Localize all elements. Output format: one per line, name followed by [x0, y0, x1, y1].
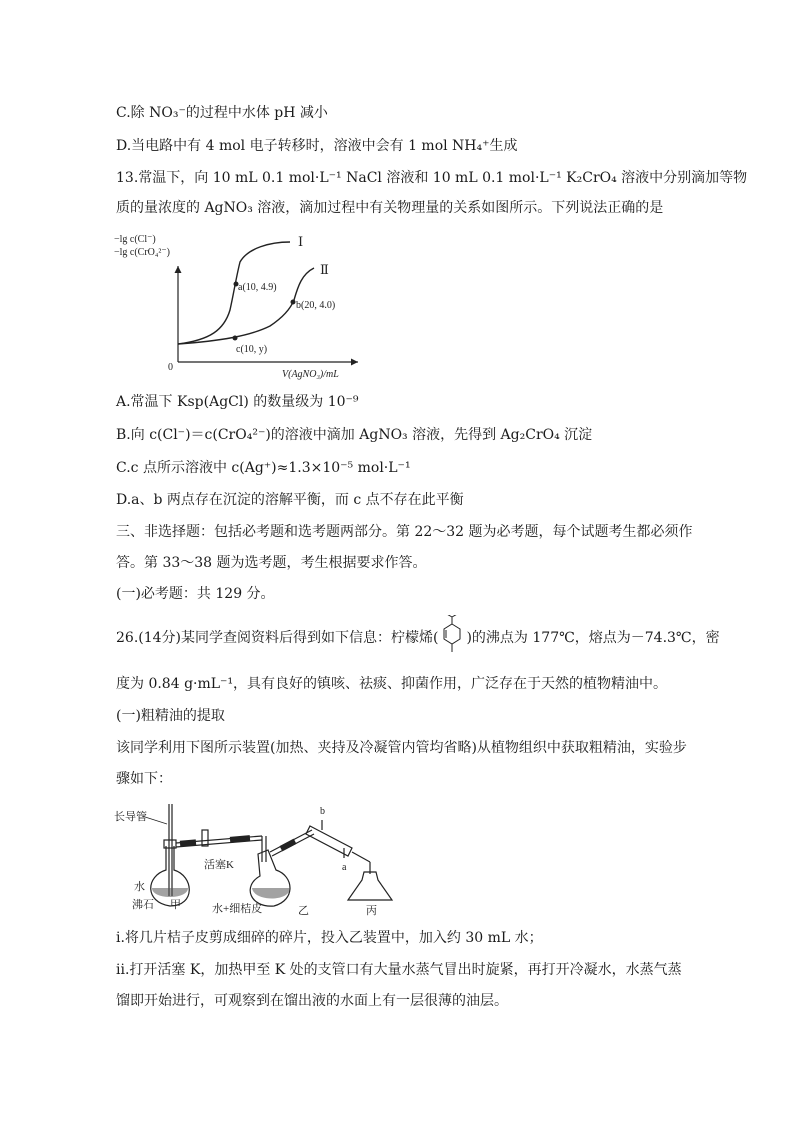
origin-label: 0: [168, 362, 173, 373]
q26-step1: i.将几片桔子皮剪成细碎的碎片，投入乙装置中，加入约 30 mL 水；: [116, 930, 543, 946]
label-port-b: b: [320, 806, 325, 817]
point-a-label: a(10, 4.9): [238, 282, 277, 293]
label-long-tube: 长导管: [114, 811, 147, 823]
q12-option-c: C.除 NO₃⁻的过程中水体 pH 减小: [116, 105, 328, 121]
curve-II: [178, 268, 314, 344]
q13-stem-line2: 质的量浓度的 AgNO₃ 溶液，滴加过程中有关物理量的关系如图所示。下列说法正确的是: [116, 200, 664, 216]
label-flask-yi: 乙: [298, 905, 309, 916]
curve-II-label: Ⅱ: [320, 262, 329, 277]
point-c-label: c(10, y): [236, 344, 268, 355]
q13-option-a: A.常温下 Ksp(AgCl) 的数量级为 10⁻⁹: [116, 394, 359, 410]
q13-option-c: C.c 点所示溶液中 c(Ag⁺)≈1.3×10⁻⁵ mol·L⁻¹: [116, 460, 411, 476]
q13-option-d: D.a、b 两点存在沉淀的溶解平衡，而 c 点不存在此平衡: [116, 492, 464, 508]
distillation-apparatus: [112, 796, 402, 916]
label-water: 水: [134, 881, 145, 893]
curve-I: [178, 242, 290, 344]
point-b-label: b(20, 4.0): [296, 300, 336, 311]
q26-desc-line1: 该同学利用下图所示装置(加热、夹持及冷凝管内管均省略)从植物组织中获取粗精油，实验步: [116, 740, 687, 756]
stopcock-K: [202, 830, 208, 846]
flask-bing: [348, 872, 392, 900]
label-flask-bing: 丙: [366, 905, 377, 916]
q13-stem-line1: 13.常温下，向 10 mL 0.1 mol·L⁻¹ NaCl 溶液和 10 mL 0.1 mol·L⁻¹ K₂CrO₄ 溶液中分别滴加等物: [116, 170, 748, 186]
q26-sub1-title: (一)粗精油的提取: [116, 708, 225, 724]
q26-desc-line2: 骤如下：: [116, 771, 172, 787]
x-axis-label: V(AgNO₃)/mL: [282, 369, 339, 380]
label-boiling-stone: 沸石: [132, 899, 154, 911]
solubility-chart: [110, 228, 370, 380]
label-stopcock: 活塞K: [204, 859, 234, 871]
q26-step2-line2: 馏即开始进行，可观察到在馏出液的水面上有一层很薄的油层。: [116, 993, 508, 1009]
section3-intro-line1: 三、非选择题：包括必考题和选考题两部分。第 22～32 题为必考题，每个试题考生都必须作: [116, 524, 693, 540]
limonene-structure-icon: [438, 615, 466, 661]
label-water-peel: 水+细桔皮: [212, 903, 263, 915]
q26-stem-line2: 度为 0.84 g·mL⁻¹，具有良好的镇咳、祛痰、抑菌作用，广泛存在于天然的植物精油中。: [116, 676, 668, 692]
section3-intro-line2: 答。第 33～38 题为选考题，考生根据要求作答。: [116, 555, 427, 571]
point-b: [291, 300, 296, 305]
section3-required: (一)必考题：共 129 分。: [116, 586, 275, 602]
q26-stem-part1: 26.(14分)某同学查阅资料后得到如下信息：柠檬烯(: [116, 630, 439, 646]
q26-stem-part2: )的沸点为 177℃，熔点为－74.3℃，密: [466, 630, 720, 646]
q26-stem-line1: [116, 628, 720, 648]
label-flask-jia: 甲: [170, 899, 181, 911]
condenser: [306, 826, 352, 856]
point-c: [233, 336, 238, 341]
q12-option-d: D.当电路中有 4 mol 电子转移时，溶液中会有 1 mol NH₄⁺生成: [116, 138, 518, 154]
curve-I-label: Ⅰ: [298, 234, 304, 249]
label-port-a: a: [342, 862, 347, 873]
q13-option-b: B.向 c(Cl⁻)＝c(CrO₄²⁻)的溶液中滴加 AgNO₃ 溶液，先得到 Ag₂CrO₄ 沉淀: [116, 427, 593, 443]
y-axis-label-line1: −lg c(Cl⁻): [114, 234, 156, 245]
q26-step2-line1: ii.打开活塞 K，加热甲至 K 处的支管口有大量水蒸气冒出时旋紧，再打开冷凝水，水蒸气蒸: [116, 962, 682, 978]
y-axis-label-line2: −lg c(CrO₄²⁻): [114, 247, 171, 258]
